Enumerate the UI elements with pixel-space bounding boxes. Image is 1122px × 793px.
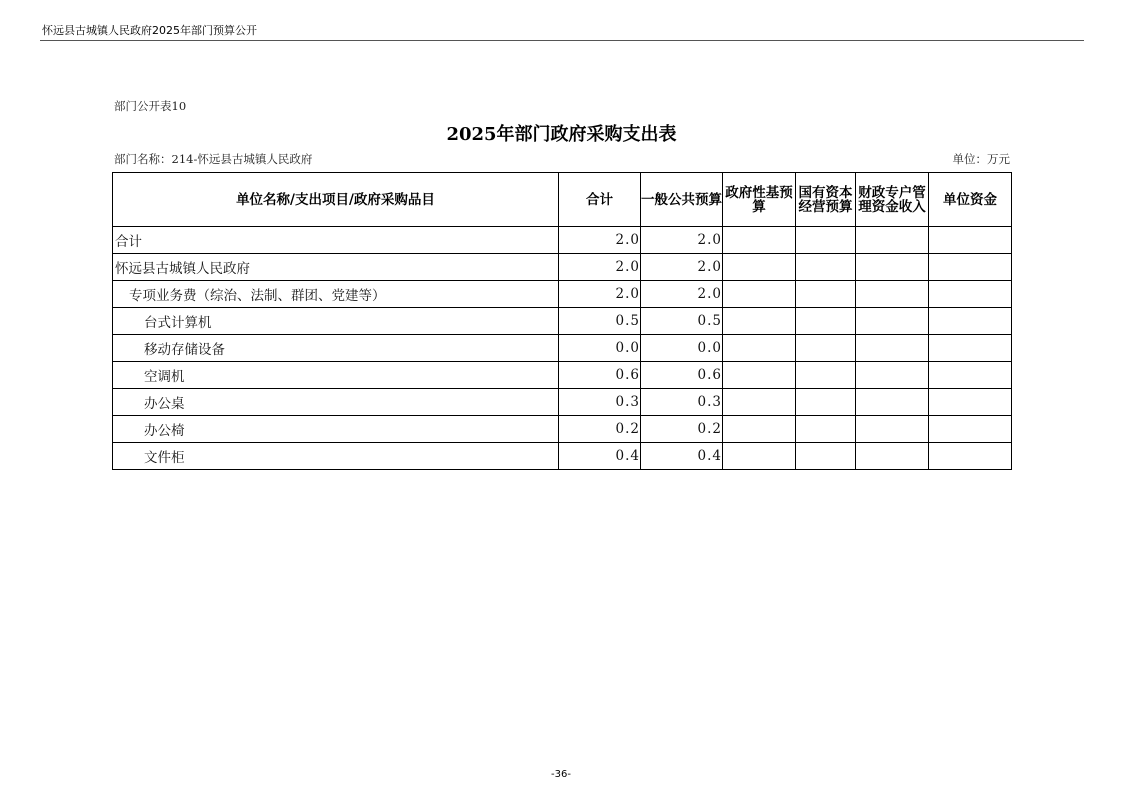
cell-general-budget: 2.0 bbox=[641, 254, 723, 281]
column-header-general-budget: 一般公共预算 bbox=[641, 173, 723, 227]
cell-special-account bbox=[856, 254, 929, 281]
cell-general-budget: 0.0 bbox=[641, 335, 723, 362]
table-header-row bbox=[113, 173, 1012, 227]
row-name: 怀远县古城镇人民政府 bbox=[113, 254, 559, 281]
cell-unit-funds bbox=[929, 362, 1012, 389]
cell-fund-budget bbox=[723, 308, 796, 335]
cell-unit-funds bbox=[929, 281, 1012, 308]
cell-special-account bbox=[856, 389, 929, 416]
table-row bbox=[113, 443, 1012, 470]
cell-total: 2.0 bbox=[559, 254, 641, 281]
cell-general-budget: 2.0 bbox=[641, 281, 723, 308]
cell-total: 0.5 bbox=[559, 308, 641, 335]
department-name: 部门名称：214-怀远县古城镇人民政府 bbox=[114, 152, 313, 166]
cell-special-account bbox=[856, 227, 929, 254]
cell-special-account bbox=[856, 443, 929, 470]
cell-total: 0.2 bbox=[559, 416, 641, 443]
table-row bbox=[113, 416, 1012, 443]
cell-state-capital-budget bbox=[796, 308, 856, 335]
cell-fund-budget bbox=[723, 362, 796, 389]
column-header-total: 合计 bbox=[559, 173, 641, 227]
cell-unit-funds bbox=[929, 308, 1012, 335]
cell-general-budget: 0.5 bbox=[641, 308, 723, 335]
cell-total: 0.6 bbox=[559, 362, 641, 389]
cell-general-budget: 0.6 bbox=[641, 362, 723, 389]
cell-general-budget: 0.4 bbox=[641, 443, 723, 470]
cell-total: 0.3 bbox=[559, 389, 641, 416]
cell-state-capital-budget bbox=[796, 227, 856, 254]
cell-fund-budget bbox=[723, 335, 796, 362]
row-name: 专项业务费（综治、法制、群团、党建等） bbox=[113, 281, 559, 308]
column-header-name: 单位名称/支出项目/政府采购品目 bbox=[113, 173, 559, 227]
cell-state-capital-budget bbox=[796, 281, 856, 308]
cell-fund-budget bbox=[723, 416, 796, 443]
cell-total: 2.0 bbox=[559, 281, 641, 308]
procurement-table bbox=[112, 172, 1012, 470]
cell-general-budget: 2.0 bbox=[641, 227, 723, 254]
cell-special-account bbox=[856, 335, 929, 362]
cell-unit-funds bbox=[929, 416, 1012, 443]
table-row bbox=[113, 254, 1012, 281]
column-header-special-account: 财政专户管理资金收入 bbox=[856, 173, 929, 227]
cell-fund-budget bbox=[723, 281, 796, 308]
cell-special-account bbox=[856, 416, 929, 443]
table-row bbox=[113, 389, 1012, 416]
cell-special-account bbox=[856, 281, 929, 308]
cell-state-capital-budget bbox=[796, 389, 856, 416]
row-name: 台式计算机 bbox=[113, 308, 559, 335]
header-divider bbox=[40, 40, 1084, 41]
table-row bbox=[113, 335, 1012, 362]
cell-unit-funds bbox=[929, 443, 1012, 470]
cell-fund-budget bbox=[723, 254, 796, 281]
cell-unit-funds bbox=[929, 335, 1012, 362]
page-header: 怀远县古城镇人民政府2025年部门预算公开 bbox=[42, 24, 257, 37]
row-name: 空调机 bbox=[113, 362, 559, 389]
cell-state-capital-budget bbox=[796, 362, 856, 389]
column-header-state-capital-budget: 国有资本经营预算 bbox=[796, 173, 856, 227]
cell-general-budget: 0.3 bbox=[641, 389, 723, 416]
column-header-fund-budget: 政府性基预算 bbox=[723, 173, 796, 227]
cell-total: 2.0 bbox=[559, 227, 641, 254]
cell-state-capital-budget bbox=[796, 443, 856, 470]
cell-special-account bbox=[856, 362, 929, 389]
row-name: 文件柜 bbox=[113, 443, 559, 470]
cell-fund-budget bbox=[723, 443, 796, 470]
cell-general-budget: 0.2 bbox=[641, 416, 723, 443]
column-header-unit-funds: 单位资金 bbox=[929, 173, 1012, 227]
cell-state-capital-budget bbox=[796, 416, 856, 443]
table-row bbox=[113, 281, 1012, 308]
unit-label: 单位：万元 bbox=[952, 152, 1010, 166]
cell-total: 0.0 bbox=[559, 335, 641, 362]
cell-unit-funds bbox=[929, 389, 1012, 416]
cell-special-account bbox=[856, 308, 929, 335]
row-name: 办公桌 bbox=[113, 389, 559, 416]
cell-total: 0.4 bbox=[559, 443, 641, 470]
cell-fund-budget bbox=[723, 227, 796, 254]
cell-unit-funds bbox=[929, 227, 1012, 254]
cell-fund-budget bbox=[723, 389, 796, 416]
form-code: 部门公开表10 bbox=[114, 99, 187, 113]
cell-state-capital-budget bbox=[796, 335, 856, 362]
row-name: 移动存储设备 bbox=[113, 335, 559, 362]
cell-state-capital-budget bbox=[796, 254, 856, 281]
cell-unit-funds bbox=[929, 254, 1012, 281]
table-row bbox=[113, 362, 1012, 389]
page-title: 2025年部门政府采购支出表 bbox=[446, 124, 677, 145]
page-number: -36- bbox=[551, 769, 571, 780]
table-row bbox=[113, 308, 1012, 335]
row-name: 合计 bbox=[113, 227, 559, 254]
row-name: 办公椅 bbox=[113, 416, 559, 443]
table-row bbox=[113, 227, 1012, 254]
